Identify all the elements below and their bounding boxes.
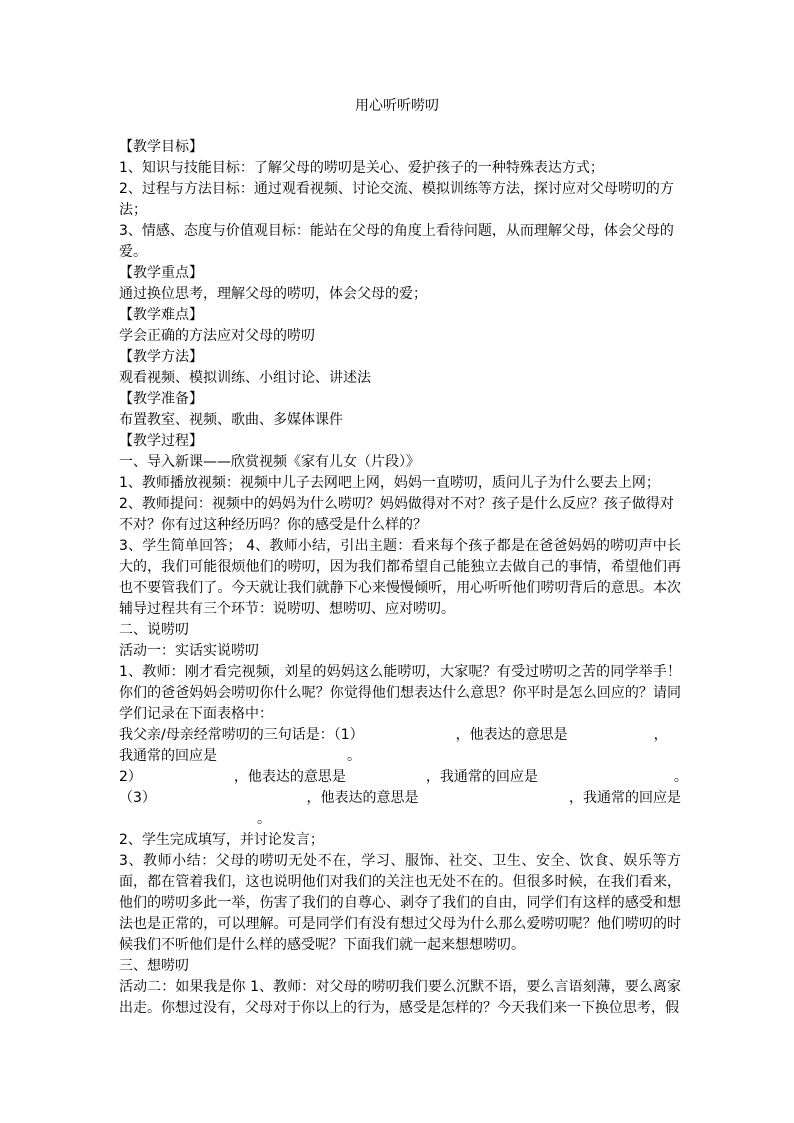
paragraph: 通过换位思考，理解父母的唠叨，体会父母的爱； [119, 286, 427, 302]
document-title: 用心听听唠叨 [355, 98, 439, 114]
paragraph: 布置教室、视频、歌曲、多媒体课件 [119, 412, 343, 428]
fill-in-line-1b: 我通常的回应是 。 [119, 748, 361, 764]
paragraph: 2、教师提问：视频中的妈妈为什么唠叨？妈妈做得对不对？孩子是什么反应？孩子做得对 [119, 496, 674, 512]
paragraph: 2、过程与方法目标：通过观看视频、讨论交流、模拟训练等方法，探讨应对父母唠叨的方 [119, 181, 674, 197]
paragraph: 1、教师：刚才看完视频，刘星的妈妈这么能唠叨，大家呢？有受过唠叨之苦的同学举手！你们的爸爸妈妈会唠叨你什么呢？你觉得他们想表达什么意思？你平时是怎么回应的？请同学们记录在下面表格中： [119, 664, 681, 722]
paragraph: 3、教师小结：父母的唠叨无处不在，学习、服饰、社交、卫生、安全、饮食、娱乐等方面，都在管着我们，这也说明他们对我们的关注也无处不在的。但很多时候，在我们看来，他们的唠叨多此一举，伤害了我们的自尊心、剥夺了我们的自由，同学们有这样的感受和想法也是正常的，可以理解。可是同学们有没有想过父母为什么那么爱唠叨呢？他们唠叨的时候我们不听他们是什么样的感受呢？下面我们就一起来想想唠叨。 [119, 853, 681, 953]
paragraph: 3、学生简单回答； 4、教师小结，引出主题：看来每个孩子都是在爸爸妈妈的唠叨声中长大的，我们可能很烦他们的唠叨，因为我们都希望自己能独立去做自己的事情，希望他们再也不要管我们了。今天就让我们就静下心来慢慢倾听，用心听听他们唠叨背后的意思。本次辅导过程共有三个环节：说唠叨、想唠叨、应对唠叨。 [119, 538, 681, 617]
fill-in-line-2: 2） ，他表达的意思是 ，我通常的回应是 。 [119, 769, 688, 785]
blank-field [439, 788, 549, 809]
paragraph: 法； [119, 202, 147, 218]
fill-in-line-3b: 。 [257, 811, 271, 827]
paragraph: 爱。 [119, 244, 147, 260]
fill-in-line-1: 我父亲/母亲经常唠叨的三句话是：（1） ，他表达的意思是 ， [119, 727, 668, 743]
paragraph: 不对？你有过这种经历吗？你的感受是什么样的？ [119, 517, 427, 533]
paragraph: 活动一：实话实说唠叨 [119, 643, 259, 659]
section-heading: 【教学准备】 [119, 391, 203, 407]
paragraph: 活动二：如果我是你 1、教师：对父母的唠叨我们要么沉默不语，要么言语刻薄，要么离家出走。你想过没有，父母对于你以上的行为，感受是怎样的？今天我们来一下换位思考，假 [119, 979, 681, 1016]
paragraph: 学会正确的方法应对父母的唠叨 [119, 328, 315, 344]
paragraph: 2、学生完成填写，并讨论发言； [119, 832, 324, 848]
section-heading: 【教学难点】 [119, 307, 203, 323]
fill-in-line-3: （3） ，他表达的意思是 ，我通常的回应是 [119, 788, 681, 809]
section-heading: 三、想唠叨 [119, 958, 189, 974]
paragraph: 1、知识与技能目标：了解父母的唠叨是关心、爱护孩子的一种特殊表达方式； [119, 160, 604, 176]
paragraph: 一、导入新课——欣赏视频《家有儿女（片段）》 [119, 454, 420, 470]
paragraph: 1、教师播放视频：视频中儿子去网吧上网，妈妈一直唠叨，质问儿子为什么要去上网； [119, 475, 660, 491]
document-body [119, 137, 688, 1019]
section-heading: 【教学重点】 [119, 265, 203, 281]
section-heading: 【教学方法】 [119, 349, 203, 365]
section-heading: 【教学目标】 [119, 139, 203, 155]
section-heading: 【教学过程】 [119, 433, 203, 449]
blank-field [176, 788, 286, 809]
paragraph: 观看视频、模拟训练、小组讨论、讲述法 [119, 370, 371, 386]
section-heading: 二、说唠叨 [119, 622, 189, 638]
paragraph: 3、情感、态度与价值观目标：能站在父母的角度上看待问题，从而理解父母，体会父母的 [119, 223, 674, 239]
